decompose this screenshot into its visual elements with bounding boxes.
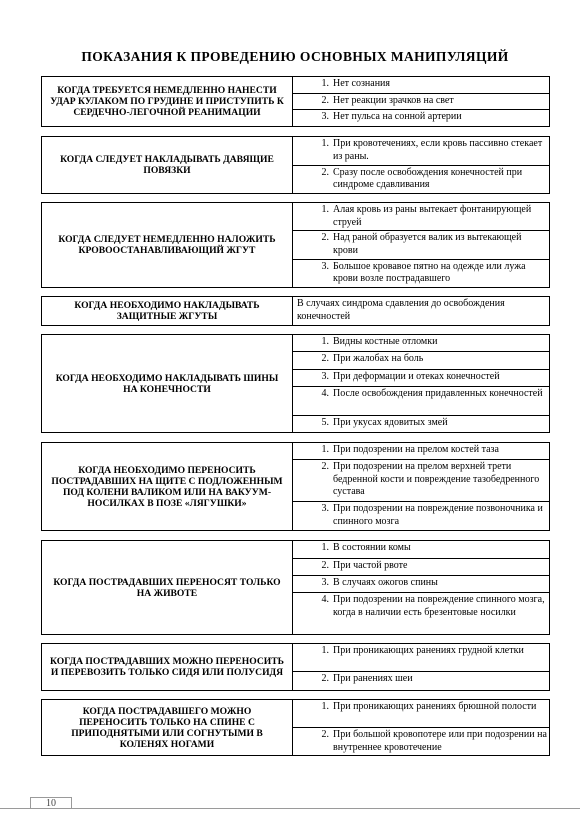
list-item bbox=[293, 260, 549, 287]
item-number: 2. bbox=[321, 729, 329, 740]
indication-block bbox=[41, 699, 550, 756]
indication-block bbox=[41, 540, 550, 635]
list-item bbox=[293, 94, 549, 111]
item-number: 1. bbox=[321, 138, 329, 149]
item-text: При проникающих ранениях брюшной полости bbox=[333, 701, 537, 712]
indication-answers bbox=[293, 541, 549, 634]
item-number: 1. bbox=[321, 645, 329, 656]
indication-question: КОГДА НЕОБХОДИМО НАКЛАДЫВАТЬ ШИНЫ НА КОНЕЧНОСТИ bbox=[42, 335, 293, 432]
item-text: Нет пульса на сонной артерии bbox=[333, 111, 462, 123]
list-item bbox=[293, 644, 549, 672]
list-item bbox=[293, 203, 549, 231]
indication-answers bbox=[293, 700, 549, 755]
list-item bbox=[293, 352, 549, 370]
indication-question: КОГДА ПОСТРАДАВШЕГО МОЖНО ПЕРЕНОСИТЬ ТОЛЬКО НА СПИНЕ С ПРИПОДНЯТЫМИ ИЛИ СОГНУТЫМИ В КОЛЕНЯХ НОГАМИ bbox=[42, 700, 293, 755]
item-text: При подозрении на прелом костей таза bbox=[333, 444, 499, 455]
item-text: Над раной образуется валик из вытекающей крови bbox=[333, 232, 522, 256]
list-item bbox=[293, 672, 549, 690]
item-number: 3. bbox=[321, 260, 329, 272]
item-number: 2. bbox=[321, 232, 329, 244]
indication-answers bbox=[293, 443, 549, 530]
item-text: При укусах ядовитых змей bbox=[333, 417, 448, 428]
item-number: 4. bbox=[321, 594, 329, 605]
indication-answers bbox=[293, 335, 549, 432]
item-text: При подозрении на прелом верхней трети бедренной кости и повреждение тазобедренного сустава bbox=[333, 461, 540, 497]
item-text: При подозрении на повреждение позвоночника и спинного мозга bbox=[333, 503, 543, 527]
item-number: 1. bbox=[321, 336, 329, 347]
list-item bbox=[293, 110, 549, 126]
item-number: 5. bbox=[321, 417, 329, 428]
indication-block bbox=[41, 442, 550, 531]
list-item bbox=[293, 728, 549, 755]
indication-answers bbox=[293, 644, 549, 690]
list-item bbox=[293, 335, 549, 352]
item-number: 3. bbox=[321, 577, 329, 588]
item-text: Нет реакции зрачков на свет bbox=[333, 94, 454, 106]
item-number: 2. bbox=[321, 560, 329, 571]
list-item bbox=[293, 593, 549, 634]
indication-answers bbox=[293, 297, 549, 325]
item-text: В случаях ожогов спины bbox=[333, 577, 438, 588]
list-item bbox=[293, 416, 549, 432]
item-number: 3. bbox=[321, 503, 329, 514]
indication-text: В случаях синдрома сдавления до освобождения конечностей bbox=[297, 298, 505, 322]
list-item bbox=[293, 370, 549, 387]
item-number: 2. bbox=[321, 94, 329, 106]
item-number: 2. bbox=[321, 166, 329, 178]
list-item bbox=[293, 387, 549, 416]
list-item bbox=[293, 77, 549, 94]
indication-answers bbox=[293, 137, 549, 193]
indication-answers bbox=[293, 203, 549, 287]
item-text: В состоянии комы bbox=[333, 542, 411, 553]
indication-question: КОГДА СЛЕДУЕТ НЕМЕДЛЕННО НАЛОЖИТЬ КРОВООСТАНАВЛИВАЮЩИЙ ЖГУТ bbox=[42, 203, 293, 287]
indication-block bbox=[41, 334, 550, 433]
indication-answers bbox=[293, 77, 549, 126]
item-number: 1. bbox=[321, 701, 329, 712]
indication-question: КОГДА НЕОБХОДИМО ПЕРЕНОСИТЬ ПОСТРАДАВШИХ НА ЩИТЕ С ПОДЛОЖЕННЫМ ПОД КОЛЕНИ ВАЛИКОМ ИЛИ НА ВАКУУМ-НОСИЛКАХ В ПОЗЕ «ЛЯГУШКИ» bbox=[42, 443, 293, 530]
list-item bbox=[293, 541, 549, 559]
indication-question: КОГДА ТРЕБУЕТСЯ НЕМЕДЛЕННО НАНЕСТИ УДАР КУЛАКОМ ПО ГРУДИНЕ И ПРИСТУПИТЬ К СЕРДЕЧНО-ЛЕГОЧНОЙ РЕАНИМАЦИИ bbox=[42, 77, 293, 126]
list-item bbox=[293, 502, 549, 530]
item-text: При деформации и отеках конечностей bbox=[333, 371, 500, 382]
item-number: 1. bbox=[321, 78, 329, 89]
list-item bbox=[293, 460, 549, 502]
item-number: 3. bbox=[321, 371, 329, 382]
item-text: При кровотечениях, если кровь пассивно стекает из раны. bbox=[333, 138, 543, 162]
page-title: ПОКАЗАНИЯ К ПРОВЕДЕНИЮ ОСНОВНЫХ МАНИПУЛЯЦИЙ bbox=[81, 49, 509, 64]
list-item bbox=[293, 231, 549, 259]
item-number: 1. bbox=[321, 204, 329, 215]
list-item bbox=[293, 137, 549, 166]
item-text: После освобождения придавленных конечностей bbox=[333, 388, 543, 399]
list-item bbox=[293, 576, 549, 593]
indication-question: КОГДА СЛЕДУЕТ НАКЛАДЫВАТЬ ДАВЯЩИЕ ПОВЯЗКИ bbox=[42, 137, 293, 193]
item-number: 2. bbox=[321, 673, 329, 684]
list-item bbox=[293, 700, 549, 728]
indication-block bbox=[41, 136, 550, 194]
item-number: 4. bbox=[321, 388, 329, 399]
indication-block bbox=[41, 76, 550, 127]
item-text: Сразу после освобождения конечностей при синдроме сдавливания bbox=[333, 166, 523, 190]
item-text: Алая кровь из раны вытекает фонтанирующей струей bbox=[333, 204, 532, 228]
list-item bbox=[293, 166, 549, 194]
indication-block bbox=[41, 296, 550, 326]
item-number: 2. bbox=[321, 461, 329, 472]
item-number: 3. bbox=[321, 111, 329, 123]
indication-question: КОГДА НЕОБХОДИМО НАКЛАДЫВАТЬ ЗАЩИТНЫЕ ЖГУТЫ bbox=[42, 297, 293, 325]
indication-block bbox=[41, 643, 550, 691]
item-text: Видны костные отломки bbox=[333, 336, 438, 347]
indication-question: КОГДА ПОСТРАДАВШИХ ПЕРЕНОСЯТ ТОЛЬКО НА ЖИВОТЕ bbox=[42, 541, 293, 634]
item-number: 2. bbox=[321, 353, 329, 364]
page-number: 10 bbox=[30, 797, 72, 809]
indication-block bbox=[41, 202, 550, 288]
item-text: При ранениях шеи bbox=[333, 673, 413, 684]
item-text: При жалобах на боль bbox=[333, 353, 424, 364]
item-number: 1. bbox=[321, 444, 329, 455]
item-number: 1. bbox=[321, 542, 329, 553]
list-item bbox=[293, 559, 549, 576]
item-text: При проникающих ранениях грудной клетки bbox=[333, 645, 524, 656]
item-text: При подозрении на повреждение спинного мозга, когда в наличии есть брезентовые носилки bbox=[333, 594, 545, 618]
indication-question: КОГДА ПОСТРАДАВШИХ МОЖНО ПЕРЕНОСИТЬ И ПЕРЕВОЗИТЬ ТОЛЬКО СИДЯ ИЛИ ПОЛУСИДЯ bbox=[42, 644, 293, 690]
item-text: Нет сознания bbox=[333, 78, 391, 89]
footer-rule bbox=[0, 808, 580, 809]
list-item bbox=[293, 443, 549, 460]
item-text: Большое кровавое пятно на одежде или лужа крови возле пострадавшего bbox=[333, 260, 526, 285]
item-text: При большой кровопотере или при подозрении на внутреннее кровотечение bbox=[333, 729, 547, 753]
item-text: При частой рвоте bbox=[333, 560, 408, 571]
